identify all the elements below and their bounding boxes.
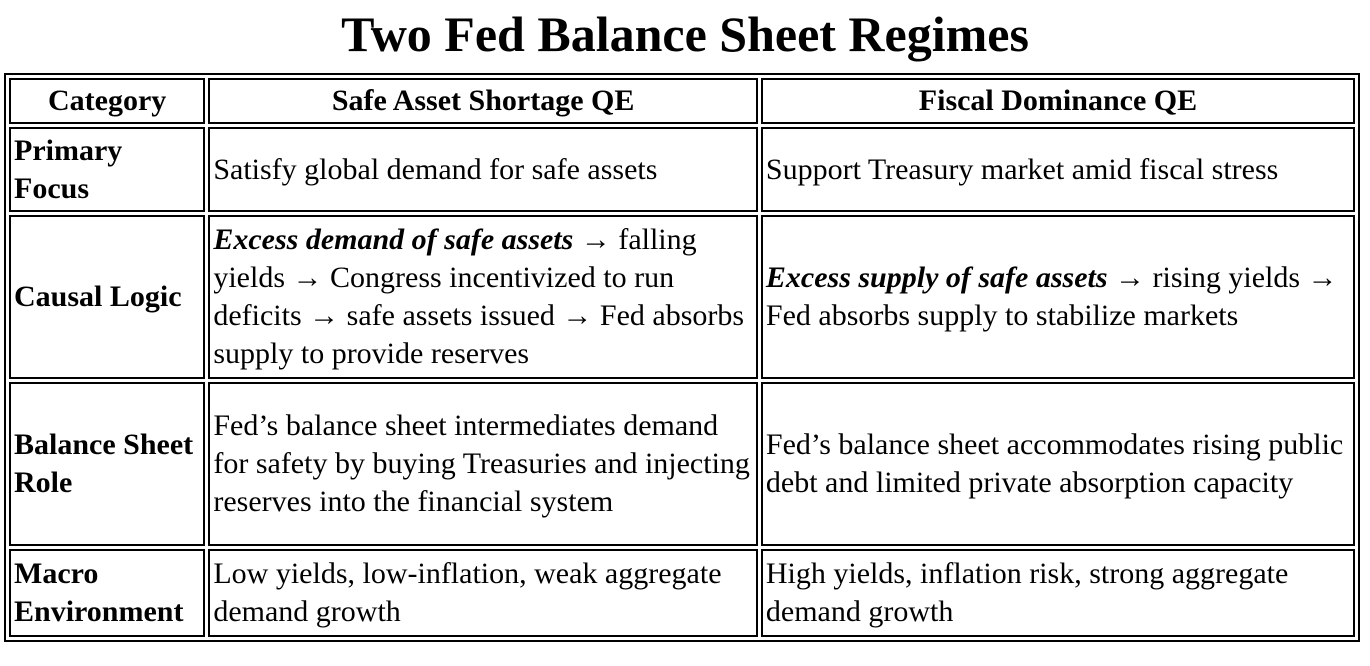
fiscal-cell <box>761 215 1355 379</box>
cell-text: Fed’s balance sheet accommodates rising public debt and limited private absorption capacity <box>765 428 1344 499</box>
fiscal-cell <box>761 382 1355 546</box>
cell-text: Fed’s balance sheet intermediates demand for safety by buying Treasuries and injecting reserves into the financial system <box>213 409 750 518</box>
category-cell: Macro Environment <box>9 549 205 637</box>
table-row-causal-logic <box>9 215 1355 379</box>
cell-text: Support Treasury market amid fiscal stress <box>765 152 1279 186</box>
table-row-macro-environment <box>9 549 1355 637</box>
cell-text: → falling yields → Congress incentivized to run deficits → safe assets issued → Fed absorbs supply to provide reserves <box>213 223 745 370</box>
header-safe-asset-shortage-qe: Safe Asset Shortage QE <box>208 78 758 124</box>
header-category: Category <box>9 78 205 124</box>
safe-asset-cell <box>208 382 758 546</box>
cell-text: High yields, inflation risk, strong aggregate demand growth <box>765 557 1289 628</box>
table-row-balance-sheet-role <box>9 382 1355 546</box>
safe-asset-cell <box>208 215 758 379</box>
category-cell: Balance Sheet Role <box>9 382 205 546</box>
page-title: Two Fed Balance Sheet Regimes <box>341 6 1029 62</box>
table-row-primary-focus <box>9 127 1355 212</box>
regimes-comparison-table <box>4 73 1360 642</box>
category-cell: Primary Focus <box>9 127 205 212</box>
fiscal-cell <box>761 127 1355 212</box>
cell-text: Satisfy global demand for safe assets <box>213 152 658 186</box>
safe-asset-cell <box>208 549 758 637</box>
cell-text: → rising yields → Fed absorbs supply to stabilize markets <box>765 261 1338 332</box>
cell-text: Low yields, low-inflation, weak aggregate demand growth <box>213 557 722 628</box>
cell-emphasis: Excess demand of safe assets <box>213 223 574 256</box>
header-fiscal-dominance-qe: Fiscal Dominance QE <box>761 78 1355 124</box>
category-cell: Causal Logic <box>9 215 205 379</box>
safe-asset-cell <box>208 127 758 212</box>
cell-emphasis: Excess supply of safe assets <box>765 261 1108 294</box>
fiscal-cell <box>761 549 1355 637</box>
table-header-row <box>9 78 1355 124</box>
